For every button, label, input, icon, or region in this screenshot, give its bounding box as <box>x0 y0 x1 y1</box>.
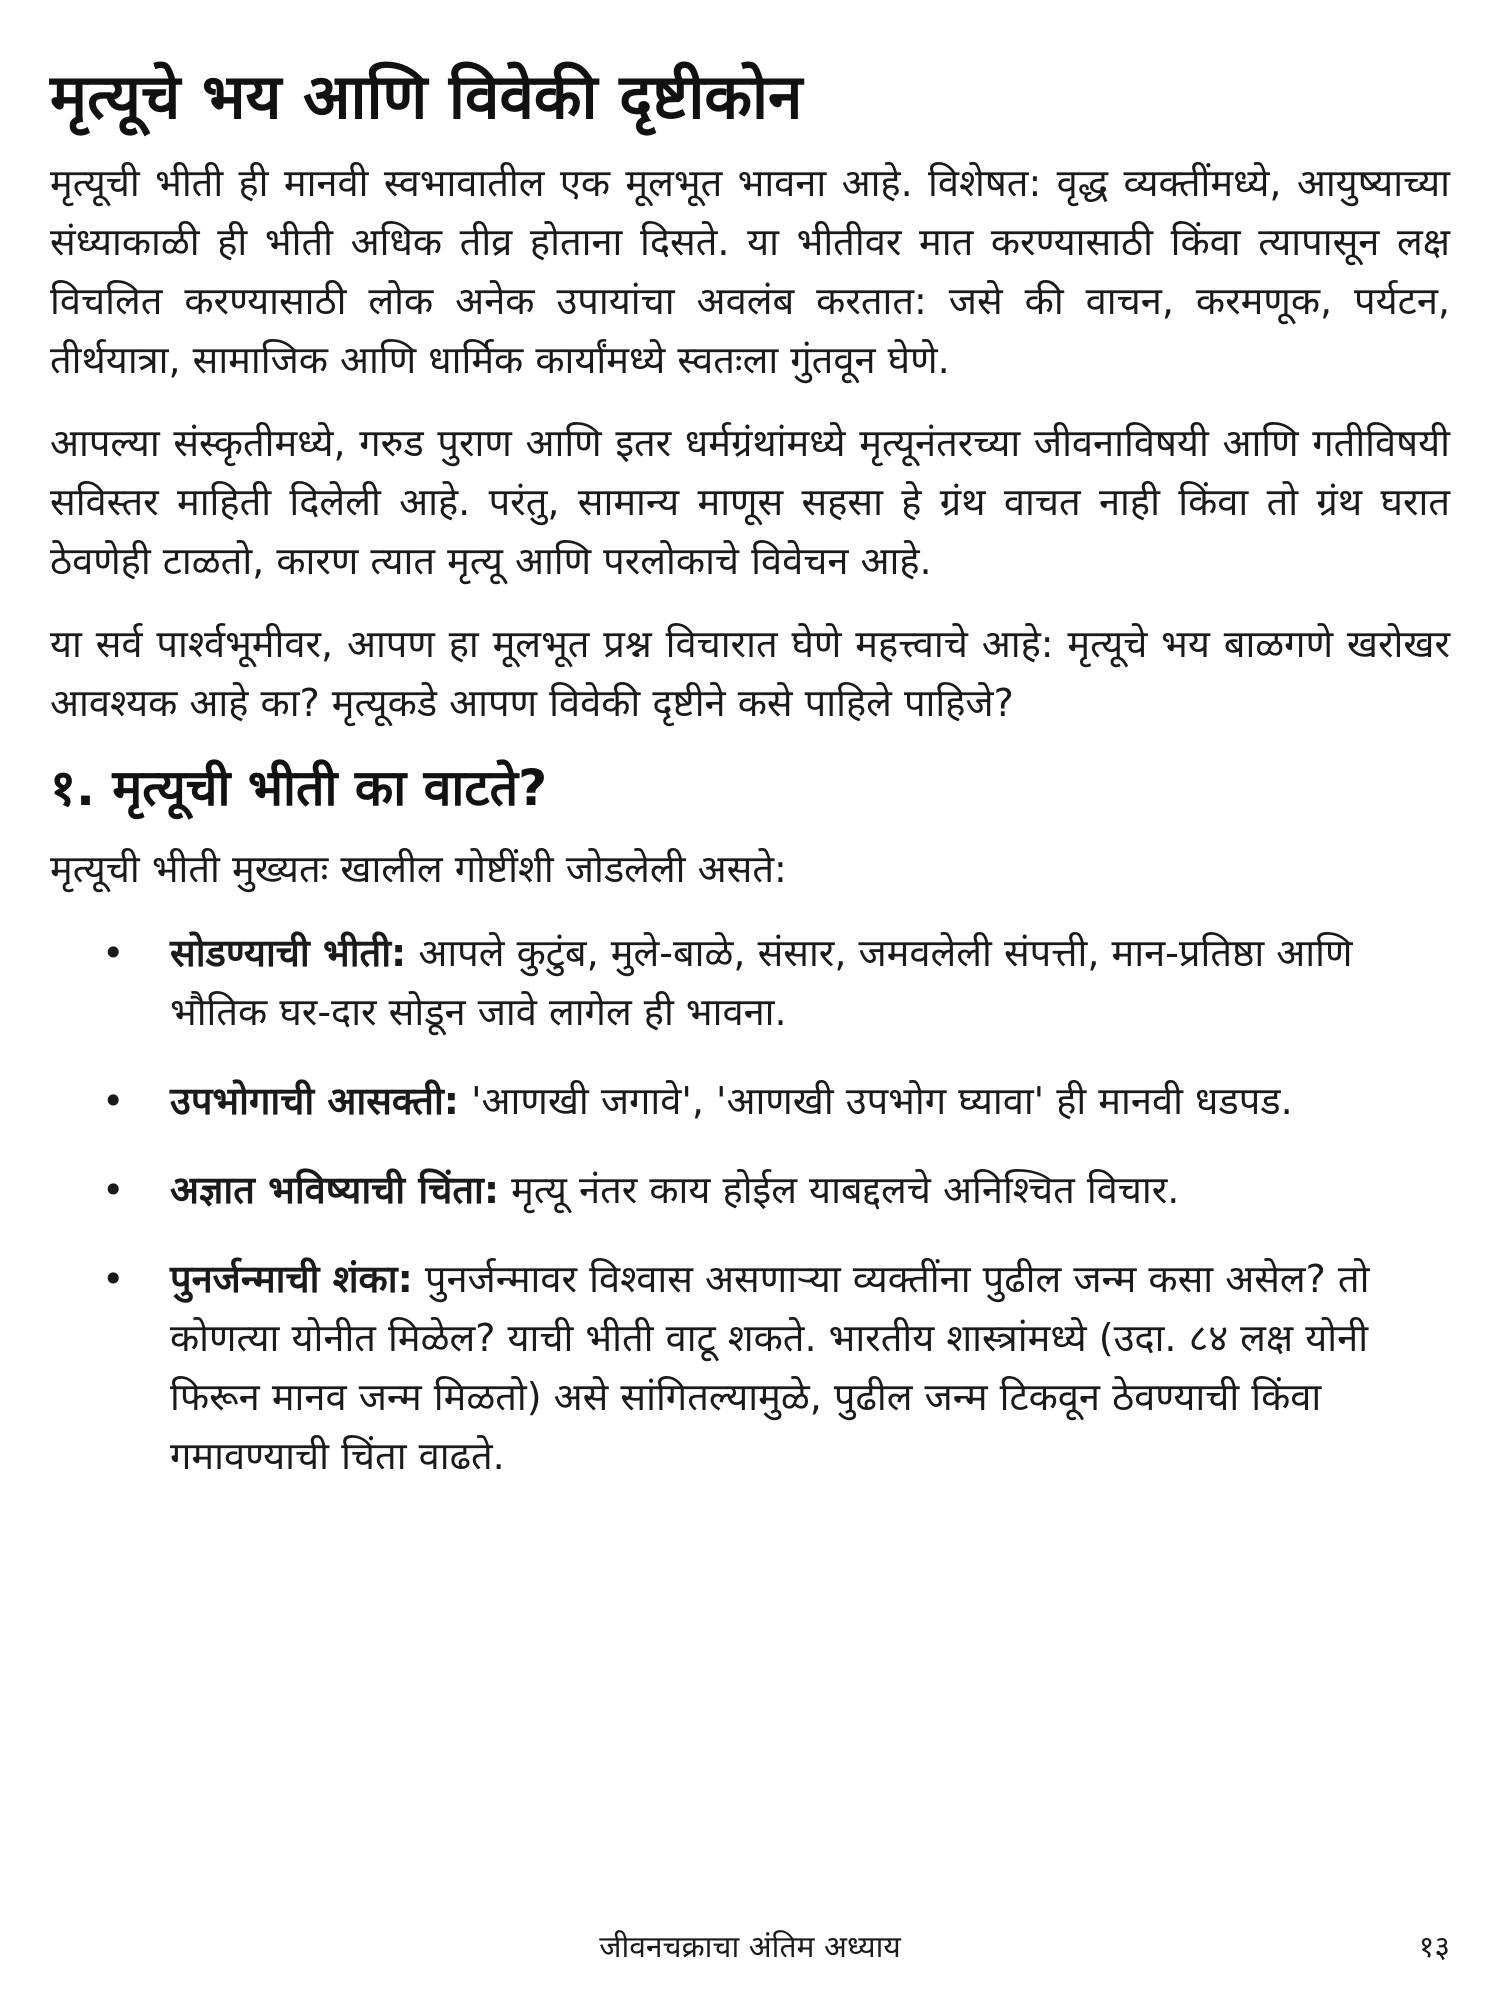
list-item <box>50 1072 1450 1131</box>
section-heading: १. मृत्यूची भीती का वाटते? <box>50 759 548 818</box>
list-item-text: 'आणखी जगावे', 'आणखी उपभोग घ्यावा' ही मानवी धडपड. <box>459 1079 1293 1124</box>
paragraph-2: आपल्या संस्कृतीमध्ये, गरुड पुराण आणि इतर धर्मग्रंथांमध्ये मृत्यूनंतरच्या जीवनाविषयी आणि गतीविषयी सविस्तर माहिती दिलेली आहे. परंतु, सामान्य माणूस सहसा हे ग्रंथ वाचत नाही किंवा तो ग्रंथ घरात ठेवणेही टाळतो, कारण त्यात मृत्यू आणि परलोकाचे विवेचन आहे. <box>50 420 1450 583</box>
list-item <box>50 1161 1450 1220</box>
paragraph-3: या सर्व पार्श्वभूमीवर, आपण हा मूलभूत प्रश्न विचारात घेणे महत्त्वाचे आहे: मृत्यूचे भय बाळगणे खरोखर आवश्यक आहे का? मृत्यूकडे आपण विवेकी दृष्टीने कसे पाहिले पाहिजे? <box>50 621 1450 725</box>
reasons-list <box>50 924 1450 1485</box>
footer-book-title: जीवनचक्राचा अंतिम अध्याय <box>599 1930 901 1965</box>
bullet-icon: • <box>102 1079 125 1124</box>
list-item-term: अज्ञात भविष्याची चिंता: <box>170 1168 500 1213</box>
page-footer <box>0 1925 1500 1975</box>
list-item-text: आपले कुटुंब, मुले-बाळे, संसार, जमवलेली संपत्ती, मान-प्रतिष्ठा आणि भौतिक घर-दार सोडून जावे लागेल ही भावना. <box>170 931 1353 1035</box>
list-item-term: सोडण्याची भीती: <box>170 931 407 976</box>
page-number: १३ <box>1418 1930 1450 1965</box>
paragraph-1: मृत्यूची भीती ही मानवी स्वभावातील एक मूलभूत भावना आहे. विशेषत: वृद्ध व्यक्तींमध्ये, आयुष्याच्या संध्याकाळी ही भीती अधिक तीव्र होताना दिसते. या भीतीवर मात करण्यासाठी किंवा त्यापासून लक्ष विचलित करण्यासाठी लोक अनेक उपायांचा अवलंब करतात: जसे की वाचन, करमणूक, पर्यटन, तीर्थयात्रा, सामाजिक आणि धार्मिक कार्यांमध्ये स्वतःला गुंतवून घेणे. <box>50 161 1450 383</box>
bullet-icon: • <box>102 1168 125 1213</box>
list-item-text: मृत्यू नंतर काय होईल याबद्दलचे अनिश्चित विचार. <box>499 1168 1180 1213</box>
bullet-icon: • <box>102 1256 125 1301</box>
page-title: मृत्यूचे भय आणि विवेकी दृष्टीकोन <box>50 60 803 133</box>
list-item-text: पुनर्जन्मावर विश्वास असणाऱ्या व्यक्तींना पुढील जन्म कसा असेल? तो कोणत्या योनीत मिळेल? याची भीती वाटू शकते. भारतीय शास्त्रांमध्ये (उदा. ८४ लक्ष योनी फिरून मानव जन्म मिळतो) असे सांगितल्यामुळे, पुढील जन्म टिकवून ठेवण्याची किंवा गमावण्याची चिंता वाढते. <box>170 1256 1370 1478</box>
list-item-term: पुनर्जन्माची शंका: <box>170 1256 413 1301</box>
list-item <box>50 1250 1450 1486</box>
bullet-icon: • <box>102 931 125 976</box>
section-intro: मृत्यूची भीती मुख्यतः खालील गोष्टींशी जोडलेली असते: <box>50 847 787 892</box>
list-item <box>50 924 1450 1042</box>
list-item-term: उपभोगाची आसक्ती: <box>170 1079 459 1124</box>
